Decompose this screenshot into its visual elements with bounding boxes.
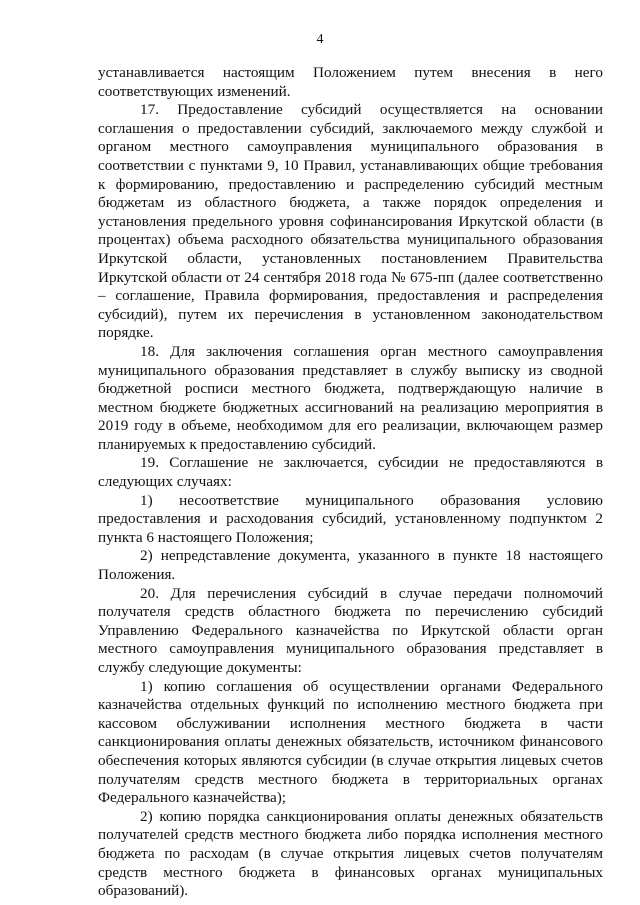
paragraph-continuation: устанавливается настоящим Положением путем внесения в него соответствующих изменений.	[98, 64, 603, 100]
page-number: 4	[316, 32, 324, 47]
paragraph-19: 19. Соглашение не заключается, субсидии не предоставляются в следующих случаях:	[98, 454, 603, 491]
paragraph-17: 17. Предоставление субсидий осуществляется на основании соглашения о предоставлении субсидий, заключаемого между службой и органом местного самоуправления муниципального образования в соответствии с пунктами 9, 10 Правил, устанавливающих общие требования к формированию, предоставлению и распределению субсидий местным бюджетам из областного бюджета, а также порядок определения и установления предельного уровня софинансирования Иркутской области (в процентах) объема расходного обязательства муниципального образования Иркутской области, установленных постановлением Правительства Иркутской области от 24 сентября 2018 года № 675-пп (далее соответственно – соглашение, Правила формирования, предоставления и распределения субсидий), путем их перечисления в установленном законодательством порядке.	[98, 101, 603, 342]
paragraph-19-item-1: 1) несоответствие муниципального образования условию предоставления и расходования субсидий, установленному подпунктом 2 пункта 6 настоящего Положения;	[98, 491, 603, 546]
paragraph-20-item-1: 1) копию соглашения об осуществлении органами Федерального казначейства отдельных функций по исполнению местного бюджета при кассовом обслуживании исполнения местного бюджета в части санкционирования оплаты денежных обязательств, источником финансового обеспечения которых являются субсидии (в случае открытия лицевых счетов получателям средств местного бюджета в территориальных органах Федерального казначейства);	[98, 677, 603, 807]
paragraph-18: 18. Для заключения соглашения орган местного самоуправления муниципального образования представляет в службу выписку из сводной бюджетной росписи местного бюджета, подтверждающую наличие в местном бюджете бюджетных ассигнований на реализацию мероприятия в 2019 году в объеме, необходимом для его реализации, включающем размер планируемых к предоставлению субсидий.	[98, 342, 603, 453]
paragraph-20-item-2: 2) копию порядка санкционирования оплаты денежных обязательств получателей средств местного бюджета либо порядка исполнения местного бюджета по расходам (в случае открытия лицевых счетов получателям средств местного бюджета в финансовых органах муниципальных образований).	[98, 807, 603, 900]
document-body	[98, 64, 603, 901]
paragraph-19-item-2: 2) непредставление документа, указанного в пункте 18 настоящего Положения.	[98, 547, 603, 584]
paragraph-20: 20. Для перечисления субсидий в случае передачи полномочий получателя средств областного бюджета по перечислению субсидий Управлению Федерального казначейства по Иркутской области орган местного самоуправления муниципального образования представляет в службу следующие документы:	[98, 584, 603, 676]
